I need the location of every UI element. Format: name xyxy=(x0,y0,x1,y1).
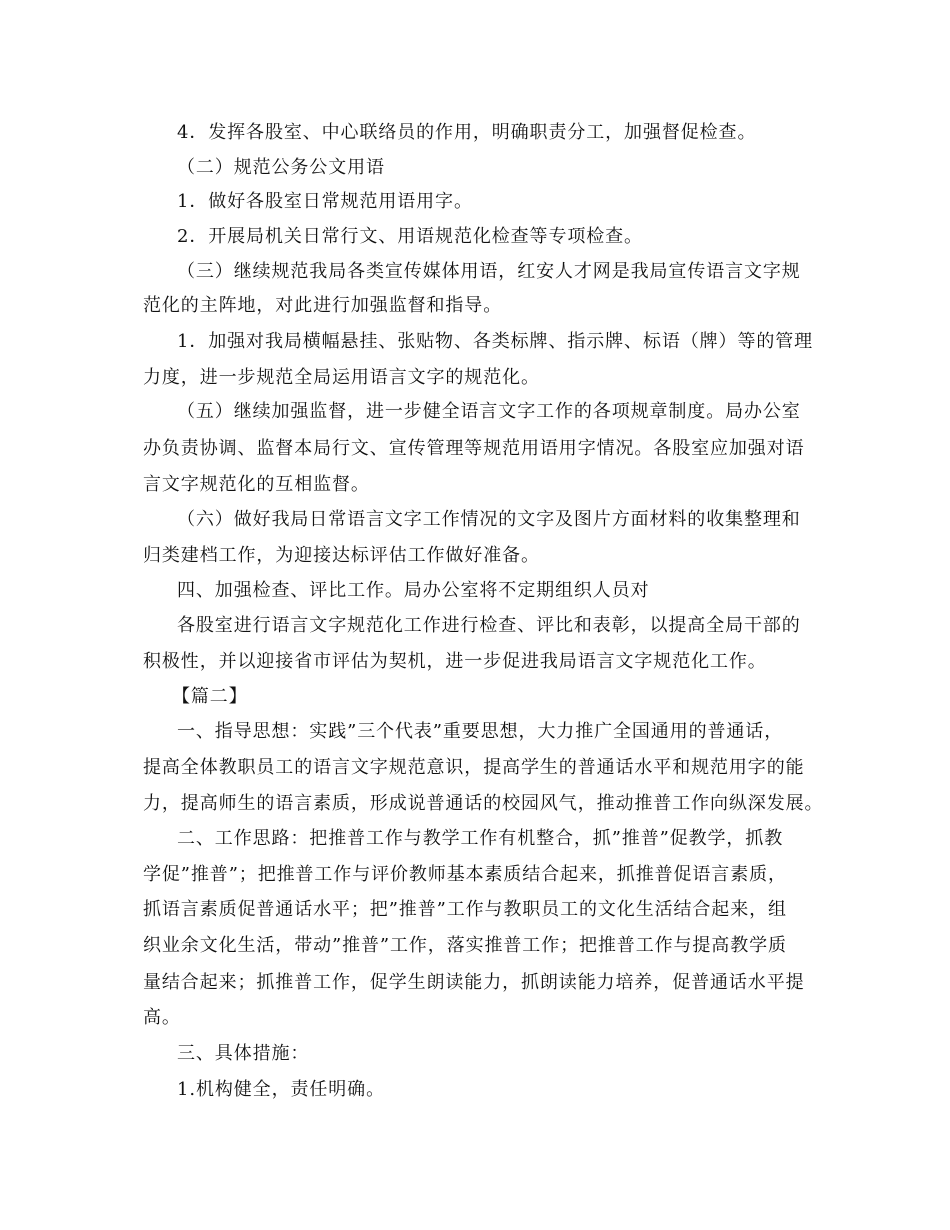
text-line: 言文字规范化的互相监督。 xyxy=(143,474,370,495)
text-line: 学促”推普”；把推普工作与评价教师基本素质结合起来，抓推普促语言素质， xyxy=(143,864,787,885)
text-line: 归类建档工作，为迎接达标评估工作做好准备。 xyxy=(143,545,540,566)
text-line: 量结合起来；抓推普工作，促学生朗读能力，抓朗读能力培养，促普通话水平提 xyxy=(143,972,805,993)
text-line: 积极性，并以迎接省市评估为契机，进一步促进我局语言文字规范化工作。 xyxy=(143,651,767,672)
text-line: （五）继续加强监督，进一步健全语言文字工作的各项规章制度。局办公室 xyxy=(177,401,801,422)
text-line: （三）继续规范我局各类宣传媒体用语，红安人才网是我局宣传语言文字规 xyxy=(177,261,801,282)
text-line: 各股室进行语言文字规范化工作进行检查、评比和表彰，以提高全局干部的 xyxy=(177,615,801,636)
text-line: 三、具体措施： xyxy=(177,1043,310,1064)
text-line: 力，提高师生的语言素质，形成说普通话的校园风气，推动推普工作向纵深发展。 xyxy=(143,793,824,814)
text-line: 范化的主阵地，对此进行加强监督和指导。 xyxy=(143,295,503,316)
text-line: 2．开展局机关日常行文、用语规范化检查等专项检查。 xyxy=(177,226,643,247)
text-line: 力度，进一步规范全局运用语言文字的规范化。 xyxy=(143,367,540,388)
text-line: 四、加强检查、评比工作。局办公室将不定期组织人员对 xyxy=(177,580,650,601)
text-line: （六）做好我局日常语言文字工作情况的文字及图片方面材料的收集整理和 xyxy=(177,509,801,530)
text-line: 4．发挥各股室、中心联络员的作用，明确职责分工，加强督促检查。 xyxy=(177,122,757,143)
section-heading: 【篇二】 xyxy=(172,686,248,707)
text-line: 1．加强对我局横幅悬挂、张贴物、各类标牌、指示牌、标语（牌）等的管理 xyxy=(177,331,814,352)
text-line: 提高全体教职员工的语言文字规范意识，提高学生的普通话水平和规范用字的能 xyxy=(143,757,805,778)
text-line: 1.机构健全，责任明确。 xyxy=(177,1079,385,1100)
text-line: 高。 xyxy=(143,1007,181,1028)
text-line: 一、指导思想：实践”三个代表”重要思想，大力推广全国通用的普通话， xyxy=(177,721,784,742)
text-line: （二）规范公务公文用语 xyxy=(177,157,385,178)
text-line: 抓语言素质促普通话水平；把”推普”工作与教职员工的文化生活结合起来，组 xyxy=(143,899,787,920)
text-line: 1．做好各股室日常规范用语用字。 xyxy=(177,191,473,212)
text-line: 织业余文化生活，带动”推普”工作，落实推普工作；把推普工作与提高教学质 xyxy=(143,935,787,956)
text-line: 二、工作思路：把推普工作与教学工作有机整合，抓”推普”促教学，抓教 xyxy=(177,828,784,849)
text-line: 办负责协调、监督本局行文、宣传管理等规范用语用字情况。各股室应加强对语 xyxy=(143,438,805,459)
